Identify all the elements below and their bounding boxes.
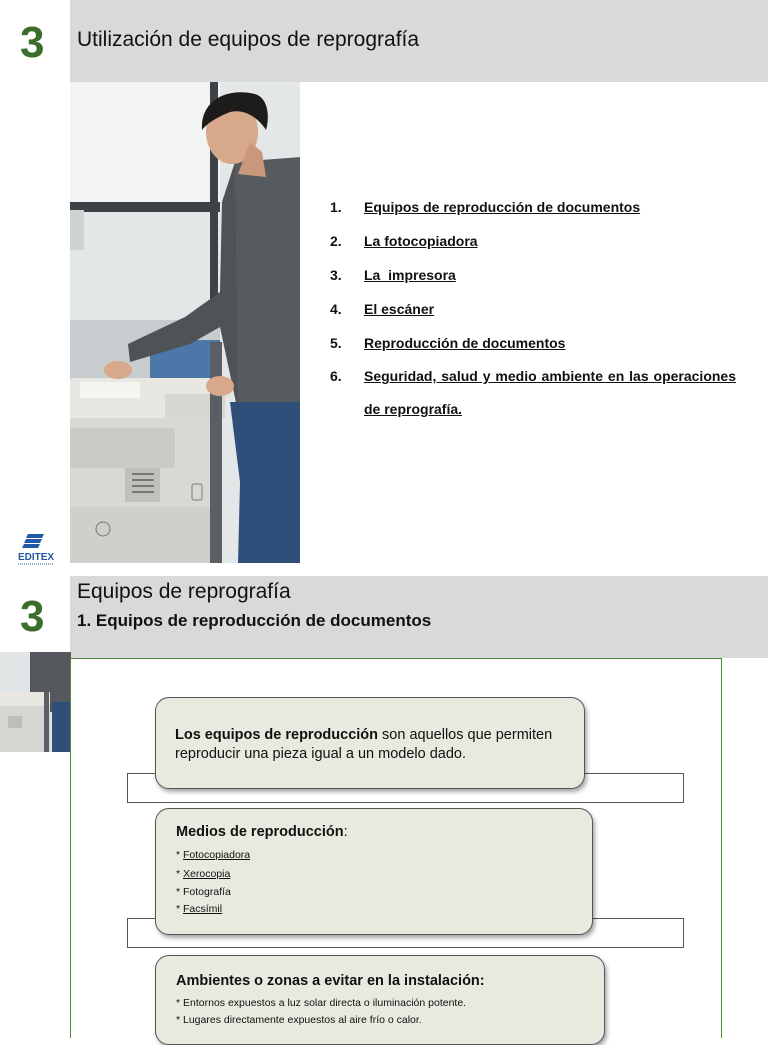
media-link[interactable]: Fotocopiadora [183, 849, 251, 861]
media-link[interactable]: Facsímil [183, 903, 223, 915]
reproduction-media-card [155, 808, 593, 935]
media-link[interactable]: Xerocopia [183, 868, 231, 880]
toc-link[interactable]: Reproducción de documentos [364, 335, 566, 351]
toc-link[interactable]: El escáner [364, 301, 435, 317]
toc-link[interactable]: La impresora [364, 267, 456, 283]
thumbnail-illustration [0, 652, 71, 752]
installation-zones-card [155, 955, 605, 1045]
toc-link[interactable]: Equipos de reproducción de documentos [364, 199, 641, 215]
toc-item[interactable]: 2. La fotocopiadora [330, 233, 478, 249]
list-item: * Lugares directamente expuestos al aire frío o calor. [176, 1014, 422, 1026]
toc-item[interactable]: 5. Reproducción de documentos [330, 335, 566, 351]
toc-link[interactable]: La fotocopiadora [364, 233, 478, 249]
toc-item[interactable]: 6. Seguridad, salud y medio ambiente en las operaciones de reprografía. [330, 368, 736, 417]
definition-card: Los equipos de reproducción son aquellos que permiten reproducir una pieza igual a un modelo dado. [155, 697, 585, 789]
copier-photo-illustration [70, 82, 300, 563]
list-item: * Xerocopia [176, 868, 231, 880]
list-item: * Fotografía [176, 886, 231, 898]
toc-item[interactable]: 1. Equipos de reproducción de documentos [330, 199, 641, 215]
photo-man-at-copier [70, 82, 300, 563]
list-item: * Facsímil [176, 903, 223, 915]
slide2-chapter-number: 3 [20, 592, 45, 641]
card-heading: Ambientes o zonas a evitar en la instalación: [176, 973, 485, 989]
list-item: * Fotocopiadora [176, 849, 251, 861]
slide2-subtitle: 1. Equipos de reproducción de documentos [77, 611, 432, 630]
card-heading: Medios de reproducción: [176, 824, 348, 840]
toc-link[interactable]: Seguridad, salud y medio ambiente en las operaciones de reprografía. [364, 368, 736, 417]
editex-logo-mark [14, 532, 58, 566]
slide1-title: Utilización de equipos de reprografía [77, 28, 420, 51]
editex-logo [14, 532, 58, 566]
slide1-chapter-number: 3 [20, 18, 45, 67]
toc-item[interactable]: 4. El escáner [330, 301, 435, 317]
slide2-title: Equipos de reprografía [77, 580, 291, 603]
logo-text: EDITEX [17, 552, 55, 563]
photo-thumbnail [0, 652, 71, 752]
toc-item[interactable]: 3. La impresora [330, 267, 456, 283]
list-item: * Entornos expuestos a luz solar directa o iluminación potente. [176, 997, 467, 1009]
table-of-contents [330, 190, 736, 426]
